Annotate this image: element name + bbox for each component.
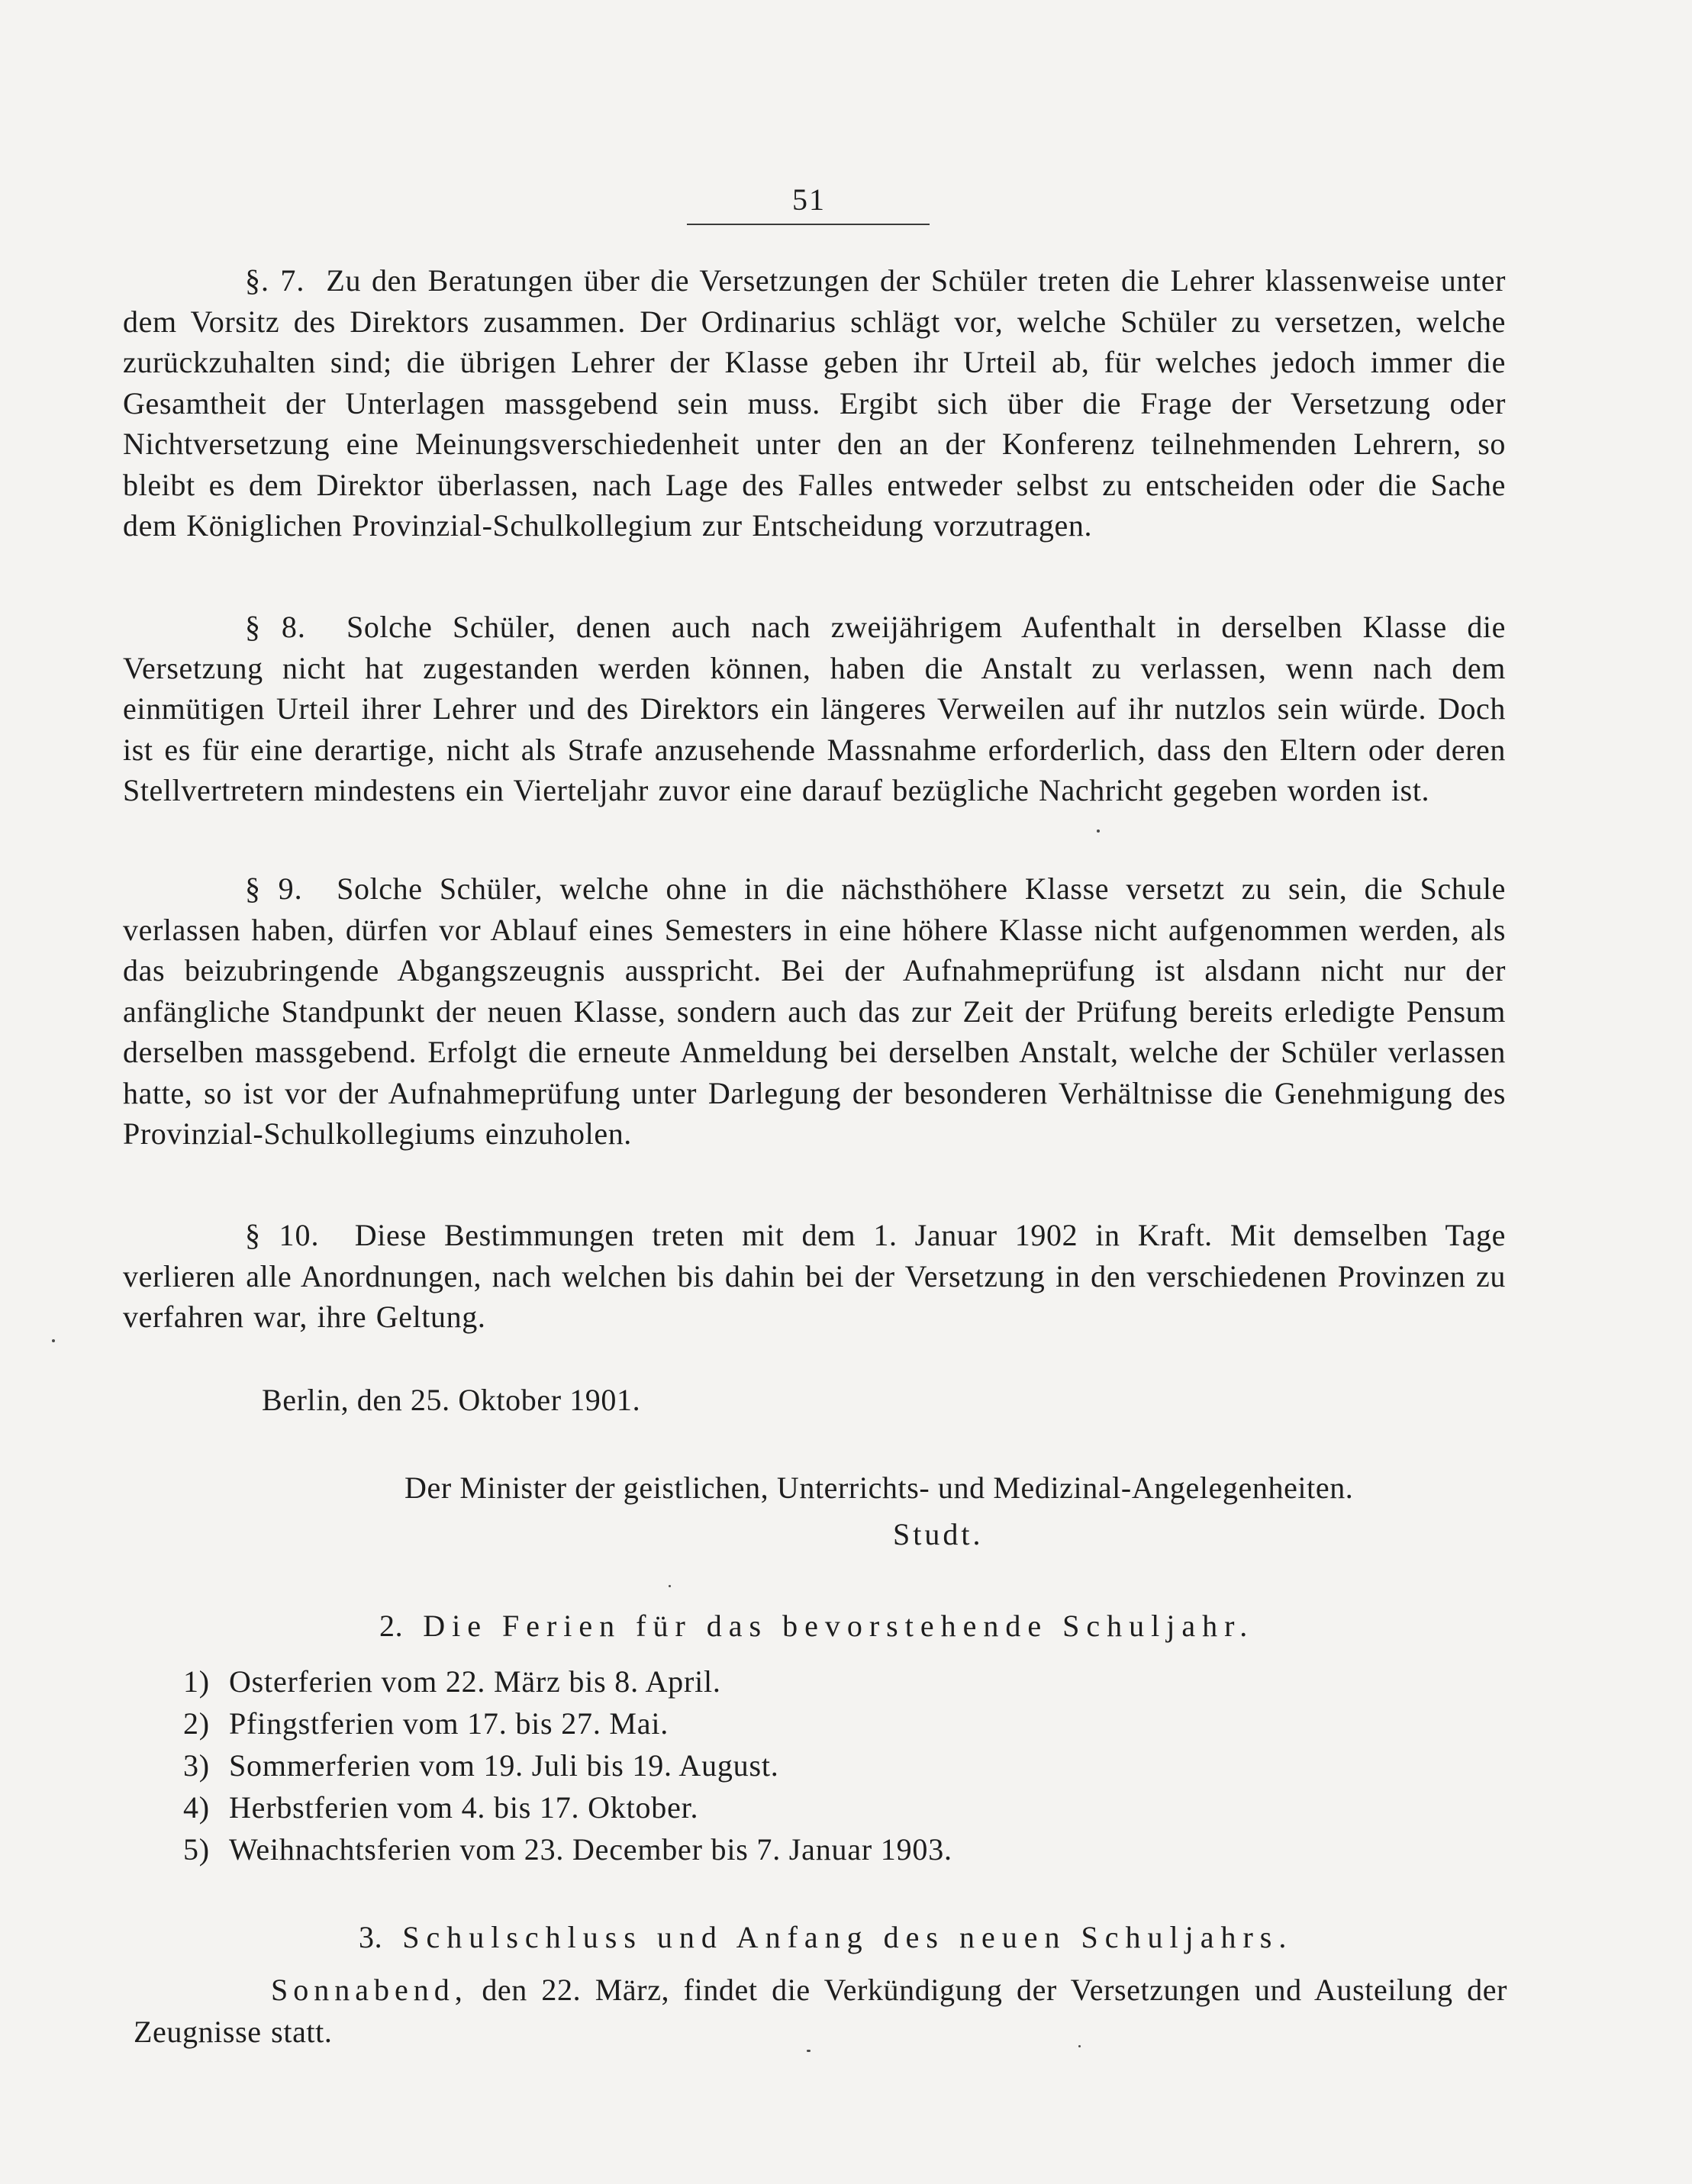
paragraph-text: Solche Schüler, welche ohne in die nächsthöhere Klasse versetzt zu sein, die Schule verlassen haben, dürfen vor Ablauf eines Semesters in eine höhere Klasse nicht aufgenommen werden, als das beizubringende Abgangszeugnis ausspricht. Bei der Aufnahmeprüfung ist alsdann nicht nur der anfängliche Standpunkt der neuen Klasse, sondern auch das zur Zeit der Prüfung bereits erledigte Pensum derselben massgebend. Erfolgt die erneute Anmeldung bei derselben Anstalt, welche der Schüler verlassen hatte, so ist vor der Aufnahmeprüfung unter Darlegung der besonderen Verhältnisse die Genehmigung des Provinzial-Schulkollegiums einzuholen. xyxy=(123,871,1507,1151)
section-3-number: 3. xyxy=(359,1920,383,1954)
holiday-list xyxy=(183,1661,952,1870)
list-marker: 5) xyxy=(183,1832,210,1867)
section-3-title: Schulschluss und Anfang des neuen Schuljahrs. xyxy=(402,1920,1294,1954)
scan-speck xyxy=(807,2050,811,2052)
page-number-rule xyxy=(687,224,930,225)
section-3-paragraph xyxy=(134,1969,1507,2053)
list-marker: 3) xyxy=(183,1748,210,1783)
scan-speck xyxy=(1097,829,1100,833)
section-marker: § 9. xyxy=(245,871,303,906)
dateline: Berlin, den 25. Oktober 1901. xyxy=(262,1383,641,1417)
list-marker: 4) xyxy=(183,1790,210,1825)
paragraph-section-9 xyxy=(123,868,1506,1155)
paragraph-section-8 xyxy=(123,607,1506,811)
list-item-text: Pfingstferien vom 17. bis 27. Mai. xyxy=(229,1706,669,1741)
list-item xyxy=(183,1828,952,1870)
section-3-lead: Sonnabend, xyxy=(271,1973,468,2007)
paragraph-text: Solche Schüler, denen auch nach zweijährigem Aufenthalt in derselben Klasse die Versetzung nicht hat zugestanden werden können, haben die Anstalt zu verlassen, wenn nach dem einmütigen Urteil ihrer Lehrer und des Direktors ein längeres Verweilen auf ihr nutzlos sein würde. Doch ist es für eine derartige, nicht als Strafe anzusehende Massnahme erforderlich, dass den Eltern oder deren Stellvertretern mindestens ein Vierteljahr zuvor eine darauf bezügliche Nachricht gegeben worden ist. xyxy=(123,610,1506,807)
list-item-text: Herbstferien vom 4. bis 17. Oktober. xyxy=(229,1790,699,1825)
list-marker: 1) xyxy=(183,1664,210,1699)
minister-title: Der Minister der geistlichen, Unterrichts- und Medizinal-Angelegenheiten. xyxy=(404,1470,1354,1505)
section-2-title: Die Ferien für das bevorstehende Schuljahr. xyxy=(423,1609,1255,1643)
section-3-heading xyxy=(359,1917,1293,1957)
list-item-text: Weihnachtsferien vom 23. December bis 7. Januar 1903. xyxy=(229,1832,952,1867)
list-marker: 2) xyxy=(183,1706,210,1741)
section-marker: § 10. xyxy=(245,1218,320,1252)
list-item-text: Sommerferien vom 19. Juli bis 19. August. xyxy=(229,1748,779,1783)
list-item xyxy=(183,1702,952,1744)
section-marker: §. 7. xyxy=(245,263,305,298)
section-2-number: 2. xyxy=(379,1609,404,1643)
scan-speck xyxy=(52,1339,55,1342)
list-item xyxy=(183,1661,952,1702)
scan-speck xyxy=(669,1585,671,1587)
paragraph-text: Zu den Beratungen über die Versetzungen der Schüler treten die Lehrer klassenweise unter dem Vorsitz des Direktors zusammen. Der Ordinarius schlägt vor, welche Schüler zu versetzen, welche zurückzuhalten sind; die übrigen Lehrer der Klasse geben ihr Urteil ab, für welches jedoch immer die Gesamtheit der Unterlagen massgebend sein muss. Ergibt sich über die Frage der Versetzung oder Nichtversetzung eine Meinungsverschiedenheit unter den an der Konferenz teilnehmenden Lehrern, so bleibt es dem Direktor überlassen, nach Lage des Falles entweder selbst zu entscheiden oder die Sache dem Königlichen Provinzial-Schulkollegium zur Entscheidung vorzutragen. xyxy=(123,263,1506,543)
section-3-text: den 22. März, findet die Verkündigung der Versetzungen und Austeilung der Zeugnisse statt. xyxy=(134,1973,1507,2049)
paragraph-section-7 xyxy=(123,260,1506,546)
scan-speck xyxy=(1078,2045,1081,2047)
list-item xyxy=(183,1786,952,1828)
section-2-heading xyxy=(379,1606,1254,1646)
page-number: 51 xyxy=(792,182,826,217)
paragraph-text: Diese Bestimmungen treten mit dem 1. Januar 1902 in Kraft. Mit demselben Tage verlieren alle Anordnungen, nach welchen bis dahin bei der Versetzung in den verschiedenen Provinzen zu verfahren war, ihre Geltung. xyxy=(123,1218,1506,1334)
list-item-text: Osterferien vom 22. März bis 8. April. xyxy=(229,1664,721,1699)
section-marker: § 8. xyxy=(245,610,306,644)
list-item xyxy=(183,1744,952,1786)
signature: Studt. xyxy=(893,1517,984,1551)
paragraph-section-10 xyxy=(123,1215,1506,1338)
